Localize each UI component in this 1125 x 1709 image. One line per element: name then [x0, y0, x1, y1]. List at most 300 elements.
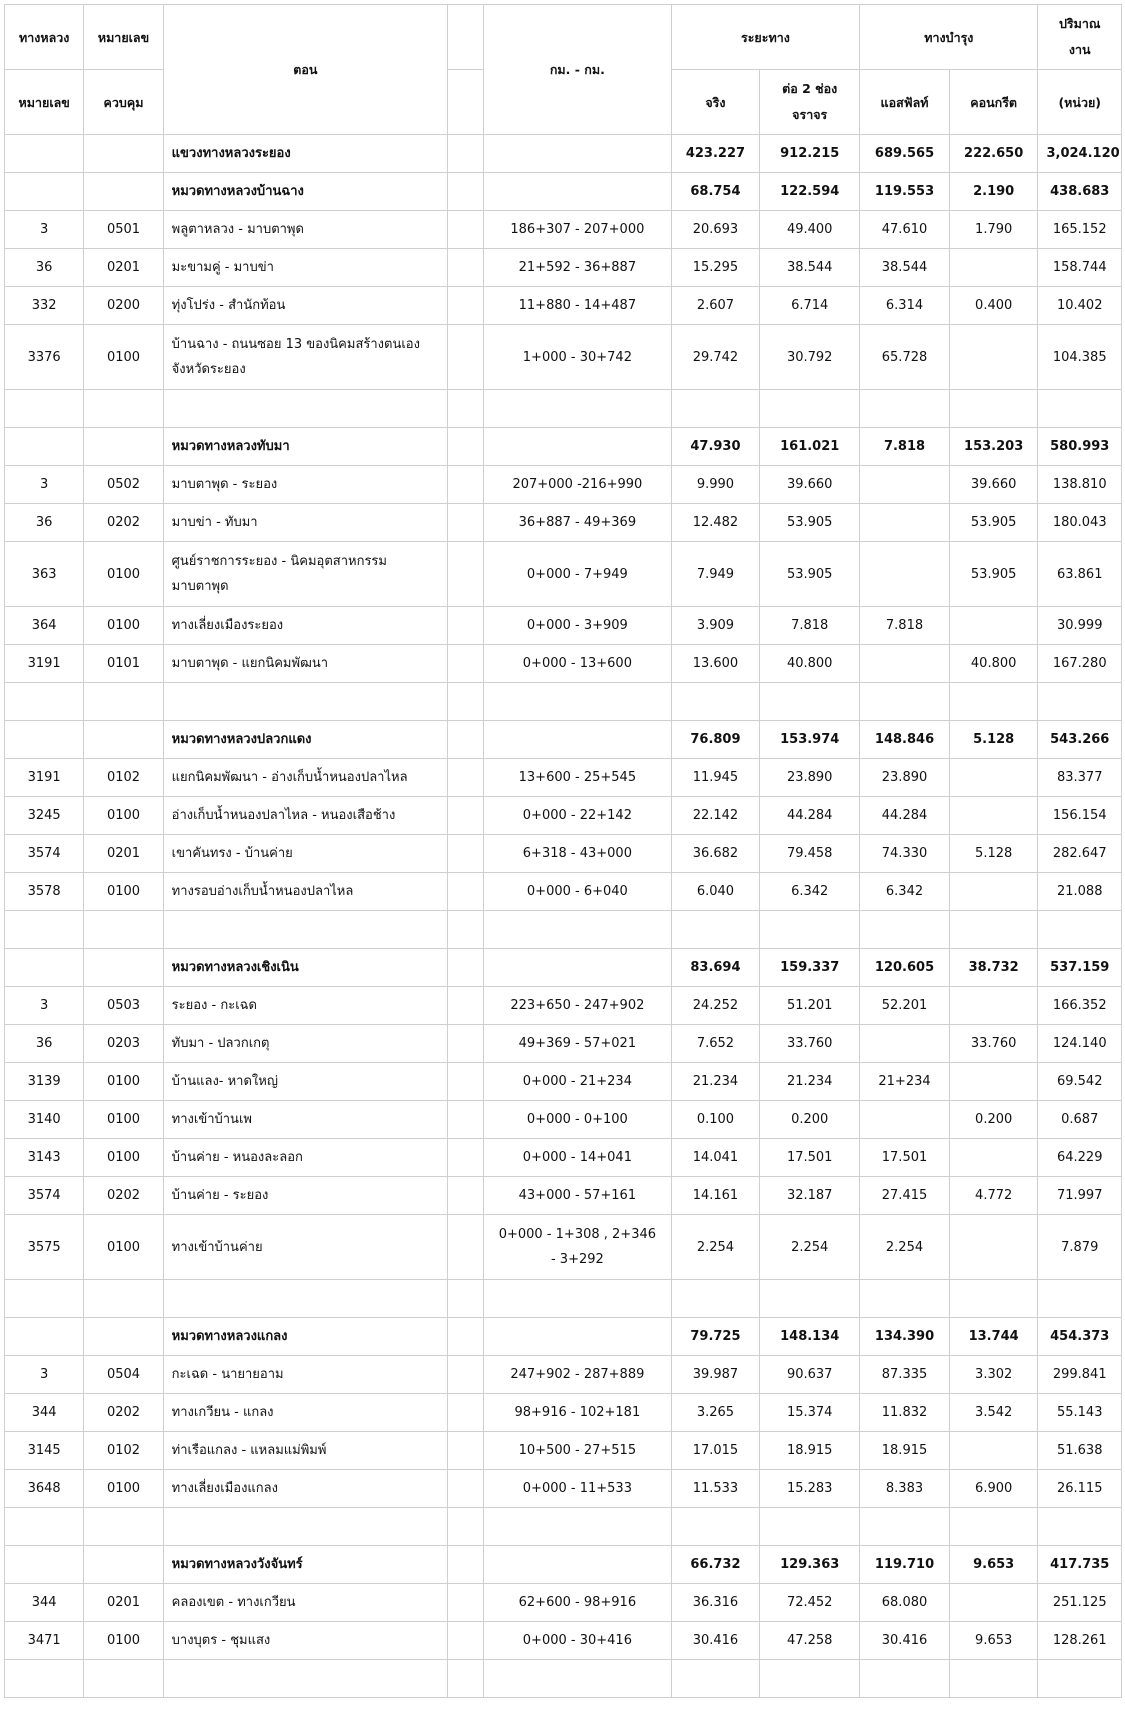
asphalt: 7.818	[860, 428, 950, 466]
table-row	[5, 1177, 1122, 1215]
actual-distance: 66.732	[671, 1546, 760, 1584]
highway-number	[5, 135, 84, 173]
section-name: ทางเกวียน - แกลง	[163, 1394, 447, 1432]
spacer-cell	[448, 797, 484, 835]
spacer-cell	[448, 1356, 484, 1394]
summary-row	[5, 1546, 1122, 1584]
summary-row	[5, 1318, 1122, 1356]
concrete	[949, 249, 1038, 287]
actual-distance: 7.949	[671, 542, 760, 607]
control-number: 0100	[84, 1622, 163, 1660]
concrete: 222.650	[949, 135, 1038, 173]
per-2-lanes: 159.337	[760, 949, 860, 987]
highway-number: 344	[5, 1584, 84, 1622]
header-highway-number: หมายเลข	[5, 70, 84, 135]
section-name: ศูนย์ราชการระยอง - นิคมอุตสาหกรรม มาบตาพุด	[163, 542, 447, 607]
work-volume: 454.373	[1038, 1318, 1122, 1356]
highway-number	[5, 1280, 84, 1318]
concrete: 3.542	[949, 1394, 1038, 1432]
header-spacer-2	[448, 70, 484, 135]
per-2-lanes: 32.187	[760, 1177, 860, 1215]
header-asphalt: แอสฟัลท์	[860, 70, 950, 135]
km-range: 0+000 - 21+234	[484, 1063, 672, 1101]
control-number	[84, 683, 163, 721]
highway-number: 3574	[5, 1177, 84, 1215]
spacer-cell	[448, 645, 484, 683]
highway-number: 36	[5, 1025, 84, 1063]
control-number: 0100	[84, 325, 163, 390]
section-name: หมวดทางหลวงบ้านฉาง	[163, 173, 447, 211]
highway-number: 3139	[5, 1063, 84, 1101]
section-name: คลองเขต - ทางเกวียน	[163, 1584, 447, 1622]
highway-number: 3140	[5, 1101, 84, 1139]
spacer-cell	[448, 1280, 484, 1318]
work-volume: 128.261	[1038, 1622, 1122, 1660]
actual-distance: 14.161	[671, 1177, 760, 1215]
control-number: 0201	[84, 1584, 163, 1622]
concrete: 38.732	[949, 949, 1038, 987]
spacer-cell	[448, 325, 484, 390]
table-row	[5, 287, 1122, 325]
section-name: บางบุตร - ชุมแสง	[163, 1622, 447, 1660]
actual-distance: 36.316	[671, 1584, 760, 1622]
spacer-cell	[448, 1470, 484, 1508]
actual-distance: 12.482	[671, 504, 760, 542]
per-2-lanes: 23.890	[760, 759, 860, 797]
per-2-lanes: 38.544	[760, 249, 860, 287]
per-2-lanes: 15.374	[760, 1394, 860, 1432]
asphalt	[860, 1280, 950, 1318]
actual-distance: 83.694	[671, 949, 760, 987]
asphalt: 74.330	[860, 835, 950, 873]
spacer-cell	[448, 1508, 484, 1546]
actual-distance: 2.254	[671, 1215, 760, 1280]
asphalt: 11.832	[860, 1394, 950, 1432]
actual-distance: 68.754	[671, 173, 760, 211]
km-range: 21+592 - 36+887	[484, 249, 672, 287]
spacer-cell	[448, 1432, 484, 1470]
work-volume	[1038, 683, 1122, 721]
table-row	[5, 835, 1122, 873]
km-range	[484, 949, 672, 987]
section-name: บ้านค่าย - ระยอง	[163, 1177, 447, 1215]
section-name: ทางเลี่ยงเมืองแกลง	[163, 1470, 447, 1508]
work-volume: 167.280	[1038, 645, 1122, 683]
work-volume: 543.266	[1038, 721, 1122, 759]
per-2-lanes: 6.342	[760, 873, 860, 911]
spacer-cell	[448, 1215, 484, 1280]
km-range	[484, 1508, 672, 1546]
per-2-lanes	[760, 911, 860, 949]
concrete	[949, 1660, 1038, 1698]
work-volume	[1038, 1660, 1122, 1698]
km-range	[484, 135, 672, 173]
spacer-row	[5, 1280, 1122, 1318]
spacer-cell	[448, 1177, 484, 1215]
spacer-cell	[448, 949, 484, 987]
asphalt	[860, 466, 950, 504]
highway-number	[5, 1318, 84, 1356]
km-range: 49+369 - 57+021	[484, 1025, 672, 1063]
km-range: 62+600 - 98+916	[484, 1584, 672, 1622]
actual-distance: 76.809	[671, 721, 760, 759]
asphalt	[860, 1660, 950, 1698]
highway-number: 3575	[5, 1215, 84, 1280]
control-number: 0100	[84, 1139, 163, 1177]
control-number	[84, 949, 163, 987]
actual-distance: 17.015	[671, 1432, 760, 1470]
actual-distance: 29.742	[671, 325, 760, 390]
concrete: 9.653	[949, 1622, 1038, 1660]
control-number	[84, 428, 163, 466]
spacer-cell	[448, 428, 484, 466]
table-row	[5, 1622, 1122, 1660]
control-number	[84, 1508, 163, 1546]
control-number: 0102	[84, 1432, 163, 1470]
actual-distance: 423.227	[671, 135, 760, 173]
table-row	[5, 1139, 1122, 1177]
actual-distance: 79.725	[671, 1318, 760, 1356]
work-volume: 438.683	[1038, 173, 1122, 211]
concrete: 13.744	[949, 1318, 1038, 1356]
spacer-cell	[448, 173, 484, 211]
control-number	[84, 173, 163, 211]
highway-number	[5, 911, 84, 949]
concrete: 153.203	[949, 428, 1038, 466]
concrete: 3.302	[949, 1356, 1038, 1394]
work-volume: 537.159	[1038, 949, 1122, 987]
actual-distance: 20.693	[671, 211, 760, 249]
section-name: ระยอง - กะเฉด	[163, 987, 447, 1025]
table-row	[5, 1356, 1122, 1394]
per-2-lanes: 912.215	[760, 135, 860, 173]
table-row	[5, 211, 1122, 249]
control-number: 0100	[84, 1101, 163, 1139]
concrete: 53.905	[949, 504, 1038, 542]
work-volume: 104.385	[1038, 325, 1122, 390]
asphalt: 6.342	[860, 873, 950, 911]
section-name: บ้านฉาง - ถนนซอย 13 ของนิคมสร้างตนเอง จังหวัดระยอง	[163, 325, 447, 390]
km-range	[484, 428, 672, 466]
section-name: หมวดทางหลวงแกลง	[163, 1318, 447, 1356]
header-distance: ระยะทาง	[671, 5, 860, 70]
work-volume: 580.993	[1038, 428, 1122, 466]
highway-number: 36	[5, 249, 84, 287]
highway-number: 3245	[5, 797, 84, 835]
asphalt: 119.710	[860, 1546, 950, 1584]
per-2-lanes: 53.905	[760, 542, 860, 607]
header-section: ตอน	[163, 5, 447, 135]
table-row	[5, 1025, 1122, 1063]
highway-number	[5, 683, 84, 721]
header-concrete: คอนกรีต	[949, 70, 1038, 135]
section-name: พลูตาหลวง - มาบตาพุด	[163, 211, 447, 249]
work-volume	[1038, 911, 1122, 949]
asphalt: 47.610	[860, 211, 950, 249]
actual-distance: 24.252	[671, 987, 760, 1025]
actual-distance: 13.600	[671, 645, 760, 683]
asphalt	[860, 1508, 950, 1546]
section-name	[163, 911, 447, 949]
asphalt: 68.080	[860, 1584, 950, 1622]
concrete: 6.900	[949, 1470, 1038, 1508]
asphalt: 30.416	[860, 1622, 950, 1660]
km-range	[484, 1280, 672, 1318]
table-row	[5, 1432, 1122, 1470]
actual-distance: 6.040	[671, 873, 760, 911]
work-volume: 30.999	[1038, 607, 1122, 645]
spacer-cell	[448, 683, 484, 721]
work-volume: 180.043	[1038, 504, 1122, 542]
km-range: 6+318 - 43+000	[484, 835, 672, 873]
control-number	[84, 1546, 163, 1584]
highway-number: 3	[5, 1356, 84, 1394]
spacer-row	[5, 911, 1122, 949]
per-2-lanes: 47.258	[760, 1622, 860, 1660]
section-name	[163, 1280, 447, 1318]
actual-distance	[671, 911, 760, 949]
asphalt: 17.501	[860, 1139, 950, 1177]
per-2-lanes: 79.458	[760, 835, 860, 873]
per-2-lanes: 7.818	[760, 607, 860, 645]
table-row	[5, 873, 1122, 911]
section-name: ทางรอบอ่างเก็บน้ำหนองปลาไหล	[163, 873, 447, 911]
header-volume: ปริมาณ งาน	[1038, 5, 1122, 70]
table-row	[5, 542, 1122, 607]
highway-number: 3191	[5, 759, 84, 797]
actual-distance: 3.265	[671, 1394, 760, 1432]
spacer-cell	[448, 1546, 484, 1584]
per-2-lanes	[760, 683, 860, 721]
control-number: 0102	[84, 759, 163, 797]
asphalt: 6.314	[860, 287, 950, 325]
concrete: 5.128	[949, 835, 1038, 873]
control-number: 0202	[84, 1177, 163, 1215]
concrete	[949, 325, 1038, 390]
concrete	[949, 1432, 1038, 1470]
concrete: 53.905	[949, 542, 1038, 607]
section-name: หมวดทางหลวงทับมา	[163, 428, 447, 466]
concrete	[949, 759, 1038, 797]
concrete: 0.400	[949, 287, 1038, 325]
km-range: 11+880 - 14+487	[484, 287, 672, 325]
concrete	[949, 797, 1038, 835]
per-2-lanes: 161.021	[760, 428, 860, 466]
spacer-row	[5, 390, 1122, 428]
work-volume: 26.115	[1038, 1470, 1122, 1508]
asphalt: 52.201	[860, 987, 950, 1025]
spacer-cell	[448, 1318, 484, 1356]
highway-number: 3145	[5, 1432, 84, 1470]
control-number: 0501	[84, 211, 163, 249]
actual-distance	[671, 1280, 760, 1318]
km-range: 98+916 - 102+181	[484, 1394, 672, 1432]
highway-maintenance-table	[4, 4, 1122, 1698]
summary-row	[5, 721, 1122, 759]
concrete	[949, 683, 1038, 721]
km-range: 223+650 - 247+902	[484, 987, 672, 1025]
km-range: 0+000 - 13+600	[484, 645, 672, 683]
km-range	[484, 683, 672, 721]
work-volume: 64.229	[1038, 1139, 1122, 1177]
asphalt: 134.390	[860, 1318, 950, 1356]
concrete	[949, 873, 1038, 911]
per-2-lanes	[760, 1280, 860, 1318]
section-name	[163, 390, 447, 428]
asphalt: 7.818	[860, 607, 950, 645]
work-volume: 138.810	[1038, 466, 1122, 504]
control-number: 0201	[84, 249, 163, 287]
concrete	[949, 1508, 1038, 1546]
work-volume: 69.542	[1038, 1063, 1122, 1101]
per-2-lanes: 6.714	[760, 287, 860, 325]
concrete	[949, 1584, 1038, 1622]
control-number: 0503	[84, 987, 163, 1025]
actual-distance	[671, 1508, 760, 1546]
asphalt: 21+234	[860, 1063, 950, 1101]
asphalt: 27.415	[860, 1177, 950, 1215]
asphalt: 689.565	[860, 135, 950, 173]
highway-number	[5, 1546, 84, 1584]
actual-distance: 7.652	[671, 1025, 760, 1063]
actual-distance: 2.607	[671, 287, 760, 325]
header-spacer	[448, 5, 484, 70]
km-range: 0+000 - 14+041	[484, 1139, 672, 1177]
km-range: 0+000 - 3+909	[484, 607, 672, 645]
spacer-cell	[448, 466, 484, 504]
section-name: ท่าเรือแกลง - แหลมแม่พิมพ์	[163, 1432, 447, 1470]
section-name: มาบตาพุด - แยกนิคมพัฒนา	[163, 645, 447, 683]
control-number	[84, 135, 163, 173]
per-2-lanes: 2.254	[760, 1215, 860, 1280]
km-range: 13+600 - 25+545	[484, 759, 672, 797]
work-volume	[1038, 390, 1122, 428]
per-2-lanes	[760, 390, 860, 428]
spacer-cell	[448, 1584, 484, 1622]
table-row	[5, 1063, 1122, 1101]
highway-number: 3376	[5, 325, 84, 390]
concrete: 4.772	[949, 1177, 1038, 1215]
work-volume: 51.638	[1038, 1432, 1122, 1470]
asphalt	[860, 542, 950, 607]
highway-number: 3	[5, 987, 84, 1025]
work-volume: 417.735	[1038, 1546, 1122, 1584]
km-range: 36+887 - 49+369	[484, 504, 672, 542]
work-volume: 55.143	[1038, 1394, 1122, 1432]
highway-number: 3	[5, 466, 84, 504]
concrete	[949, 607, 1038, 645]
km-range: 0+000 - 30+416	[484, 1622, 672, 1660]
section-name: แยกนิคมพัฒนา - อ่างเก็บน้ำหนองปลาไหล	[163, 759, 447, 797]
actual-distance: 3.909	[671, 607, 760, 645]
section-name: มาบตาพุด - ระยอง	[163, 466, 447, 504]
km-range: 0+000 - 1+308 , 2+346 - 3+292	[484, 1215, 672, 1280]
concrete: 2.190	[949, 173, 1038, 211]
km-range	[484, 1546, 672, 1584]
table-row	[5, 645, 1122, 683]
actual-distance: 36.682	[671, 835, 760, 873]
table-row	[5, 987, 1122, 1025]
header-per-2-lanes: ต่อ 2 ช่อง จราจร	[760, 70, 860, 135]
table-row	[5, 1394, 1122, 1432]
asphalt: 148.846	[860, 721, 950, 759]
spacer-cell	[448, 1139, 484, 1177]
asphalt	[860, 1025, 950, 1063]
actual-distance: 39.987	[671, 1356, 760, 1394]
km-range: 0+000 - 6+040	[484, 873, 672, 911]
section-name: ทับมา - ปลวกเกตุ	[163, 1025, 447, 1063]
highway-number: 364	[5, 607, 84, 645]
actual-distance: 11.533	[671, 1470, 760, 1508]
work-volume: 71.997	[1038, 1177, 1122, 1215]
spacer-cell	[448, 1660, 484, 1698]
asphalt: 38.544	[860, 249, 950, 287]
actual-distance: 21.234	[671, 1063, 760, 1101]
control-number: 0100	[84, 1063, 163, 1101]
km-range: 43+000 - 57+161	[484, 1177, 672, 1215]
work-volume: 282.647	[1038, 835, 1122, 873]
control-number	[84, 911, 163, 949]
actual-distance: 9.990	[671, 466, 760, 504]
per-2-lanes: 72.452	[760, 1584, 860, 1622]
header-km-km: กม. - กม.	[484, 5, 672, 135]
section-name: ทุ่งโปร่ง - สำนักท้อน	[163, 287, 447, 325]
highway-number: 3143	[5, 1139, 84, 1177]
table-row	[5, 249, 1122, 287]
summary-row	[5, 173, 1122, 211]
control-number: 0100	[84, 873, 163, 911]
highway-number	[5, 1660, 84, 1698]
km-range: 0+000 - 22+142	[484, 797, 672, 835]
km-range: 0+000 - 7+949	[484, 542, 672, 607]
spacer-cell	[448, 1101, 484, 1139]
asphalt	[860, 683, 950, 721]
per-2-lanes: 40.800	[760, 645, 860, 683]
control-number: 0203	[84, 1025, 163, 1063]
highway-number: 3648	[5, 1470, 84, 1508]
per-2-lanes: 51.201	[760, 987, 860, 1025]
per-2-lanes: 129.363	[760, 1546, 860, 1584]
concrete	[949, 1139, 1038, 1177]
work-volume: 165.152	[1038, 211, 1122, 249]
control-number	[84, 1280, 163, 1318]
spacer-cell	[448, 135, 484, 173]
control-number: 0100	[84, 542, 163, 607]
section-name: ทางเลี่ยงเมืองระยอง	[163, 607, 447, 645]
control-number	[84, 390, 163, 428]
km-range: 0+000 - 11+533	[484, 1470, 672, 1508]
header-control-number: ควบคุม	[84, 70, 163, 135]
actual-distance: 14.041	[671, 1139, 760, 1177]
km-range	[484, 1318, 672, 1356]
control-number: 0100	[84, 1470, 163, 1508]
summary-row	[5, 428, 1122, 466]
highway-number	[5, 390, 84, 428]
work-volume: 156.154	[1038, 797, 1122, 835]
section-name: บ้านแลง- หาดใหญ่	[163, 1063, 447, 1101]
highway-number: 3471	[5, 1622, 84, 1660]
section-name: มาบข่า - ทับมา	[163, 504, 447, 542]
work-volume: 0.687	[1038, 1101, 1122, 1139]
km-range: 247+902 - 287+889	[484, 1356, 672, 1394]
section-name: เขาคันทรง - บ้านค่าย	[163, 835, 447, 873]
spacer-cell	[448, 607, 484, 645]
concrete	[949, 1063, 1038, 1101]
section-name	[163, 1508, 447, 1546]
asphalt: 8.383	[860, 1470, 950, 1508]
spacer-cell	[448, 759, 484, 797]
table-row	[5, 797, 1122, 835]
